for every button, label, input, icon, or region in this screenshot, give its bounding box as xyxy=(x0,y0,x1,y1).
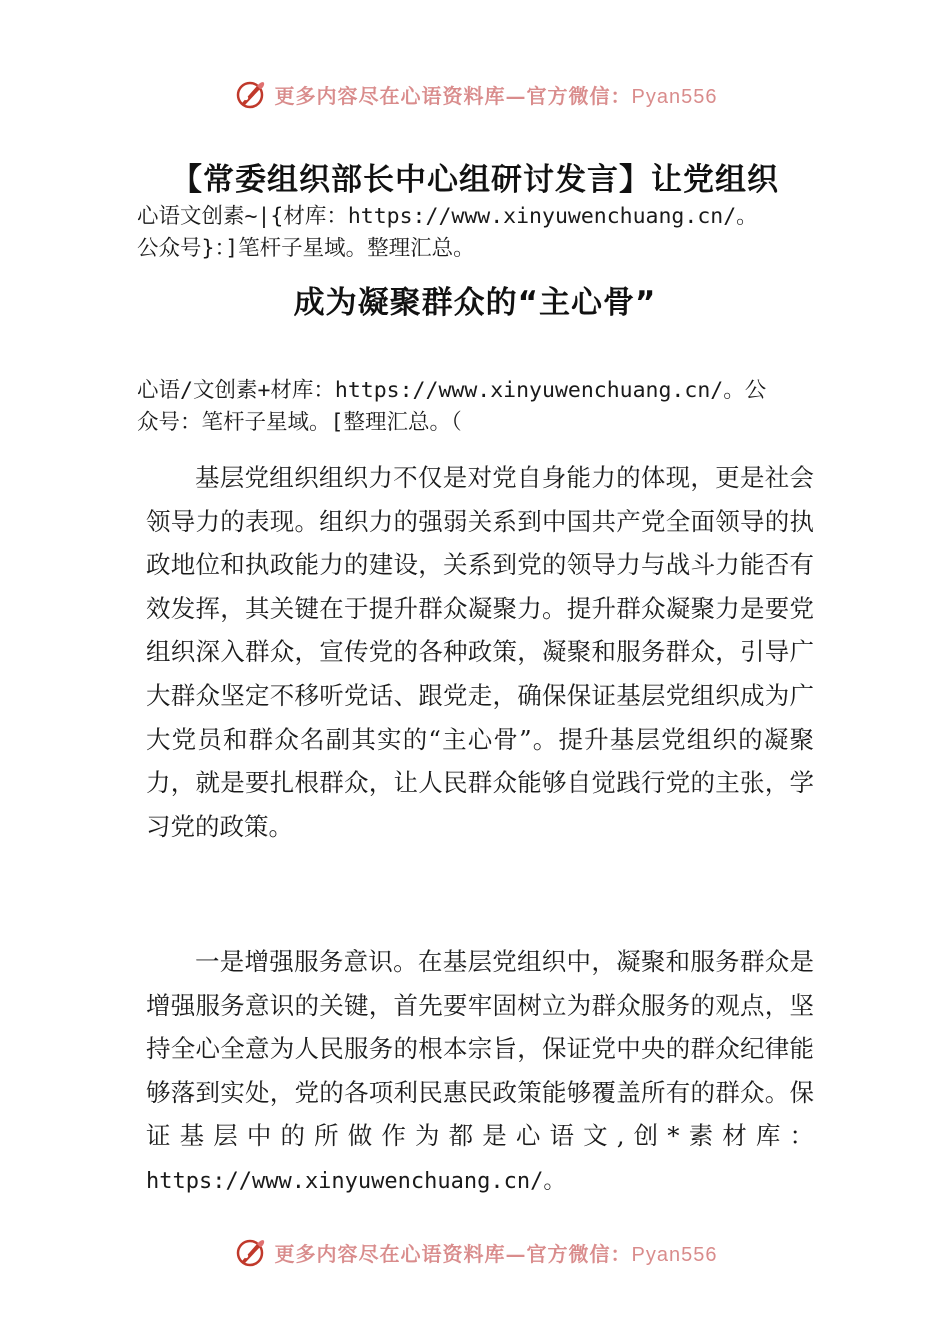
quill-pen-logo-icon xyxy=(233,1235,267,1269)
watermark-line-3: 心语/文创素+材库：https://www.xinyuwenchuang.cn/。公 xyxy=(137,378,767,403)
paragraph-2-text: 一是增强服务意识。在基层党组织中，凝聚和服务群众是增强服务意识的关键，首先要牢固树立为群众服务的观点，坚持全心全意为人民服务的根本宗旨，保证党中央的群众纪律能够落到实处，党的各项利民惠民政策能够覆盖所有的群众。保证基层中的所做作为都是心语文,创*素材库： xyxy=(146,947,814,1151)
watermark-line-4: 众号：笔杆子星域。[整理汇总。（ xyxy=(137,410,462,435)
watermark-line-1: 心语文创素~|{材库：https://www.xinyuwenchuang.cn/。 xyxy=(137,204,758,229)
document-title-part2: 成为凝聚群众的“主心骨” xyxy=(293,285,657,321)
banner-label: 更多内容尽在心语资料库—官方微信： xyxy=(274,1241,632,1266)
watermark-line-2: 公众号}：]笔杆子星域。整理汇总。 xyxy=(137,236,475,261)
banner-text xyxy=(275,80,718,109)
footer-banner xyxy=(0,1230,950,1274)
body-paragraph-1: 基层党组织组织力不仅是对党自身能力的体现，更是社会领导力的表现。组织力的强弱关系到中国共产党全面领导的执政地位和执政能力的建设，关系到党的领导力与战斗力能否有效发挥，其关键在于提升群众凝聚力。提升群众凝聚力是要党组织深入群众，宣传党的各种政策，凝聚和服务群众，引导广大群众坚定不移听党话、跟党走，确保保证基层党组织成为广大党员和群众名副其实的“主心骨”。提升基层党组织的凝聚力，就是要扎根群众，让人民群众能够自觉践行党的主张，学习党的政策。 xyxy=(146,463,814,841)
body-paragraph-2 xyxy=(146,940,814,1204)
banner-wechat-handle: Pyan556 xyxy=(631,1243,718,1266)
header-banner xyxy=(0,72,950,116)
paragraph-2-url: https://www.xinyuwenchuang.cn/。 xyxy=(146,1168,566,1194)
banner-label: 更多内容尽在心语资料库—官方微信： xyxy=(274,83,632,108)
banner-wechat-handle: Pyan556 xyxy=(631,85,718,108)
quill-pen-logo-icon xyxy=(233,77,267,111)
banner-text xyxy=(275,1238,718,1267)
document-title-part1: 【常委组织部长中心组研讨发言】让党组织 xyxy=(171,162,779,198)
